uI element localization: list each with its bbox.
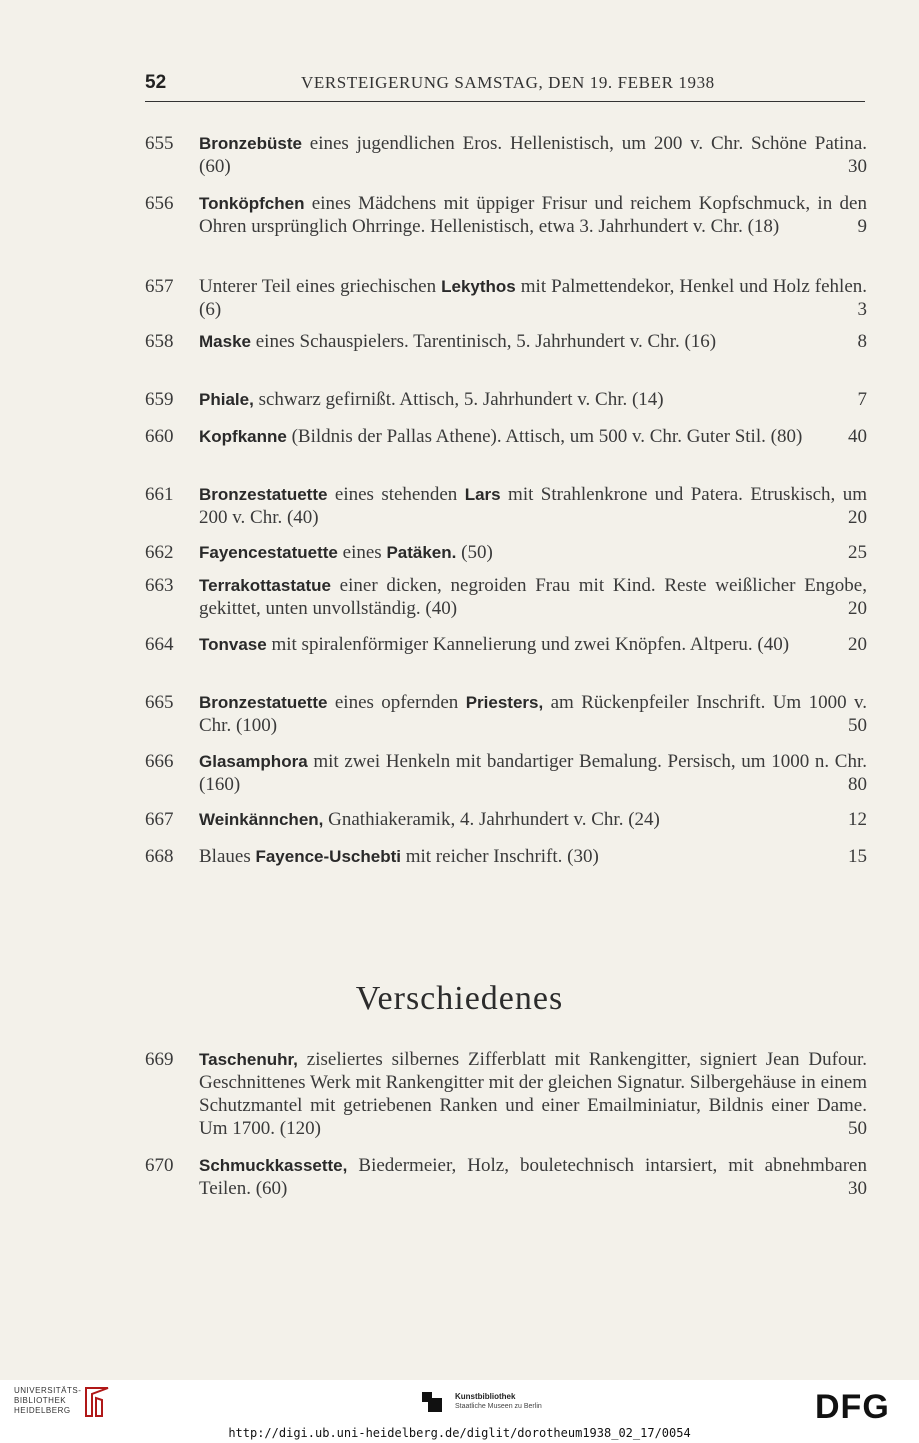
page-header — [145, 72, 865, 102]
lot-description — [199, 808, 867, 831]
lot-price: 8 — [857, 331, 867, 352]
lot-title: Kopfkanne — [199, 427, 287, 446]
lot-title: Taschenuhr, — [199, 1050, 298, 1069]
ub-heidelberg-label: UNIVERSITÄTS- BIBLIOTHEK HEIDELBERG — [14, 1386, 82, 1415]
lot-number: 668 — [145, 846, 174, 867]
dfg-logo: DFG — [815, 1388, 890, 1426]
lot-title: Bronzestatuette — [199, 485, 328, 504]
lot-text: schwarz gefirnißt. Attisch, 5. Jahrhundert v. Chr. (14) — [253, 389, 664, 410]
ub-logo-icon — [82, 1384, 112, 1420]
lot-text: mit Strahlenkrone und Patera. Etruskisch, um 200 v. Chr. (40) — [199, 484, 867, 528]
lot-description — [199, 275, 867, 321]
lot-text: eines Schauspielers. Tarentinisch, 5. Jahrhundert v. Chr. (16) — [250, 331, 717, 352]
header-rule — [145, 101, 865, 102]
source-url[interactable]: http://digi.ub.uni-heidelberg.de/diglit/dorotheum1938_02_17/0054 — [228, 1426, 691, 1440]
lot-text: ziseliertes silbernes Zifferblatt mit Rankengitter, signiert Jean Dufour. Geschnittenes Werk mit Rankengitter mit der gleichen Signatur. Silbergehäuse in einem Schutzmantel mit getriebenen Ranken und einer Emailminiatur, Bildnis einer Dame. Um 1700. (120) — [199, 1049, 867, 1139]
lot-text: mit reicher Inschrift. (30) — [400, 846, 599, 867]
lot-description — [199, 541, 867, 564]
lot-description — [199, 750, 867, 796]
lot-price: 3 — [857, 299, 867, 320]
lot-number: 657 — [145, 276, 174, 297]
lot-title: Glasamphora — [199, 752, 308, 771]
lot-text: (Bildnis der Pallas Athene). Attisch, um 500 v. Chr. Guter Stil. (80) — [286, 426, 803, 447]
lot-price: 15 — [848, 846, 867, 867]
lot-number: 665 — [145, 692, 174, 713]
lot-keyword: Lars — [464, 485, 501, 504]
lot-price: 20 — [848, 598, 867, 619]
lot-number: 669 — [145, 1049, 174, 1070]
lot-description — [199, 192, 867, 238]
lot-number: 658 — [145, 331, 174, 352]
lot-number: 662 — [145, 542, 174, 563]
lot-text: (50) — [456, 542, 493, 563]
lot-description — [199, 574, 867, 620]
lot-number: 664 — [145, 634, 174, 655]
lot-text: einer dicken, negroiden Frau mit Kind. Reste weißlicher Engobe, gekittet, unten unvollständig. (40) — [199, 575, 867, 619]
lot-keyword: Priesters, — [465, 693, 544, 712]
lot-text: mit zwei Henkeln mit bandartiger Bemalung. Persisch, um 1000 n. Chr. (160) — [199, 751, 867, 795]
page-number: 52 — [145, 72, 167, 93]
lot-title: Fayencestatuette — [199, 543, 338, 562]
lot-price: 30 — [848, 1178, 867, 1199]
lot-number: 655 — [145, 133, 174, 154]
lot-price: 9 — [857, 216, 867, 237]
lot-title: Weinkännchen, — [199, 810, 324, 829]
lot-price: 7 — [857, 389, 867, 410]
lot-number: 660 — [145, 426, 174, 447]
lot-text: eines Mädchens mit üppiger Frisur und reichem Kopfschmuck, in den Ohren ursprünglich Ohrringe. Hellenistisch, etwa 3. Jahrhundert v. Chr. (18) — [199, 193, 867, 237]
kunstbibliothek-logo-icon — [422, 1392, 444, 1414]
lot-description — [199, 691, 867, 737]
lot-number: 667 — [145, 809, 174, 830]
lot-price: 25 — [848, 542, 867, 563]
lot-text: mit spiralenförmiger Kannelierung und zwei Knöpfen. Altperu. (40) — [266, 634, 790, 655]
lot-price: 50 — [848, 715, 867, 736]
lot-text: Gnathiakeramik, 4. Jahrhundert v. Chr. (24) — [323, 809, 660, 830]
lot-keyword: Patäken. — [386, 543, 457, 562]
lot-description — [199, 1048, 867, 1140]
lot-price: 12 — [848, 809, 867, 830]
lot-text: Biedermeier, Holz, bouletechnisch intarsiert, mit abnehmbaren Teilen. (60) — [199, 1155, 867, 1199]
lot-number: 656 — [145, 193, 174, 214]
lot-title: Fayence-Uschebti — [255, 847, 401, 866]
lot-number: 670 — [145, 1155, 174, 1176]
lot-description — [199, 132, 867, 178]
running-head: VERSTEIGERUNG SAMSTAG, DEN 19. FEBER 1938 — [301, 73, 715, 92]
lot-price: 20 — [848, 507, 867, 528]
lot-text: am Rückenpfeiler Inschrift. Um 1000 v. Chr. (100) — [199, 692, 867, 736]
lot-text: eines opfernden — [327, 692, 466, 713]
lot-title: Phiale, — [199, 390, 254, 409]
lot-description — [199, 845, 867, 868]
lot-description — [199, 330, 867, 353]
lot-title: Maske — [199, 332, 251, 351]
lot-price: 40 — [848, 426, 867, 447]
lot-title: Tonköpfchen — [199, 194, 305, 213]
lot-description — [199, 388, 867, 411]
lot-number: 659 — [145, 389, 174, 410]
lot-title: Bronzebüste — [199, 134, 302, 153]
lot-text-pre: Unterer Teil eines griechischen — [199, 276, 442, 297]
lot-price: 50 — [848, 1118, 867, 1139]
lot-title: Schmuckkassette, — [199, 1156, 348, 1175]
lot-description — [199, 483, 867, 529]
lot-title: Lekythos — [441, 277, 516, 296]
lot-text-pre: Blaues — [199, 846, 256, 867]
lot-title: Tonvase — [199, 635, 267, 654]
lot-text: mit Palmettendekor, Henkel und Holz fehlen. (6) — [199, 276, 867, 320]
lot-title: Bronzestatuette — [199, 693, 328, 712]
lot-text: eines — [337, 542, 387, 563]
lot-number: 663 — [145, 575, 174, 596]
lot-number: 666 — [145, 751, 174, 772]
lot-text: eines stehenden — [327, 484, 465, 505]
lot-title: Terrakottastatue — [199, 576, 331, 595]
kunstbibliothek-label: Kunstbibliothek Staatliche Museen zu Berlin — [422, 1392, 602, 1418]
lot-description — [199, 633, 867, 656]
section-title: Verschiedenes — [355, 980, 564, 1017]
footer-bar — [0, 1380, 919, 1443]
lot-price: 30 — [848, 156, 867, 177]
lot-number: 661 — [145, 484, 174, 505]
lot-price: 80 — [848, 774, 867, 795]
lot-text: eines jugendlichen Eros. Hellenistisch, um 200 v. Chr. Schöne Patina. (60) — [199, 133, 867, 177]
lot-description — [199, 425, 867, 448]
lot-description — [199, 1154, 867, 1200]
lot-price: 20 — [848, 634, 867, 655]
